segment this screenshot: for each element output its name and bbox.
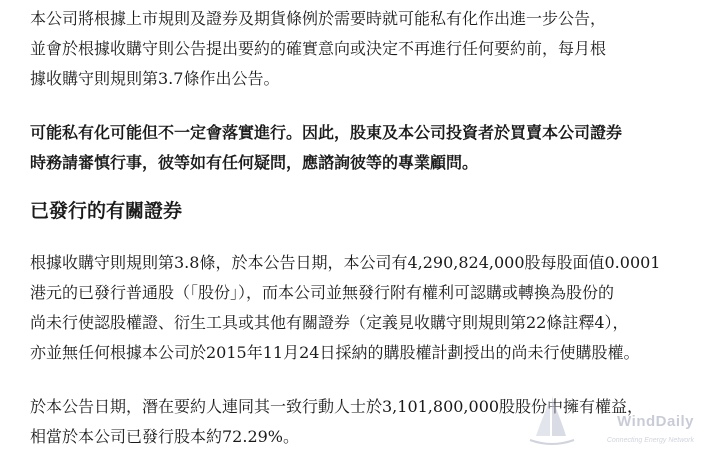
text-line: 亦並無任何根據本公司於2015年11月24日採納的購股權計劃授出的尚未行使購股權。 xyxy=(30,343,640,362)
text-line: 尚未行使認股權證、衍生工具或其他有關證券（定義見收購守則規則第22條註釋4）， xyxy=(30,313,629,332)
text-line: 並會於根據收購守則公告提出要約的確實意向或決定不再進行任何要約前，每月根 xyxy=(30,39,607,58)
watermark-subtext: Connecting Energy Network xyxy=(606,437,694,444)
paragraph-relevant-securities xyxy=(30,248,694,368)
text-line: 可能私有化可能但不一定會落實進行。因此，股東及本公司投資者於買賣本公司證券 xyxy=(30,123,623,142)
watermark xyxy=(502,386,702,456)
text-line: 本公司將根據上市規則及證券及期貨條例於需要時就可能私有化作出進一步公告， xyxy=(30,9,607,28)
text-line: 根據收購守則規則第3.8條，於本公告日期，本公司有4,290,824,000股每股面值0.0001 xyxy=(30,253,661,272)
text-line: 相當於本公司已發行股本約72.29%。 xyxy=(30,427,300,446)
text-line: 據收購守則規則第3.7條作出公告。 xyxy=(30,69,280,88)
watermark-text: WindDaily xyxy=(617,413,694,430)
section-heading: 已發行的有關證券 xyxy=(30,200,183,222)
sailboat-logo-icon xyxy=(522,390,582,450)
paragraph-privatisation-announcements xyxy=(30,4,694,94)
text-line: 時務請審慎行事，彼等如有任何疑問，應諮詢彼等的專業顧問。 xyxy=(30,153,479,172)
text-line: 於本公告日期，潛在要約人連同其一致行動人士於3,101,800,000股股份中擁有權益， xyxy=(30,397,644,416)
paragraph-caution-warning xyxy=(30,118,694,178)
text-line: 港元的已發行普通股（「股份」），而本公司並無發行附有權利可認購或轉換為股份的 xyxy=(30,283,615,302)
document-page xyxy=(30,4,694,452)
